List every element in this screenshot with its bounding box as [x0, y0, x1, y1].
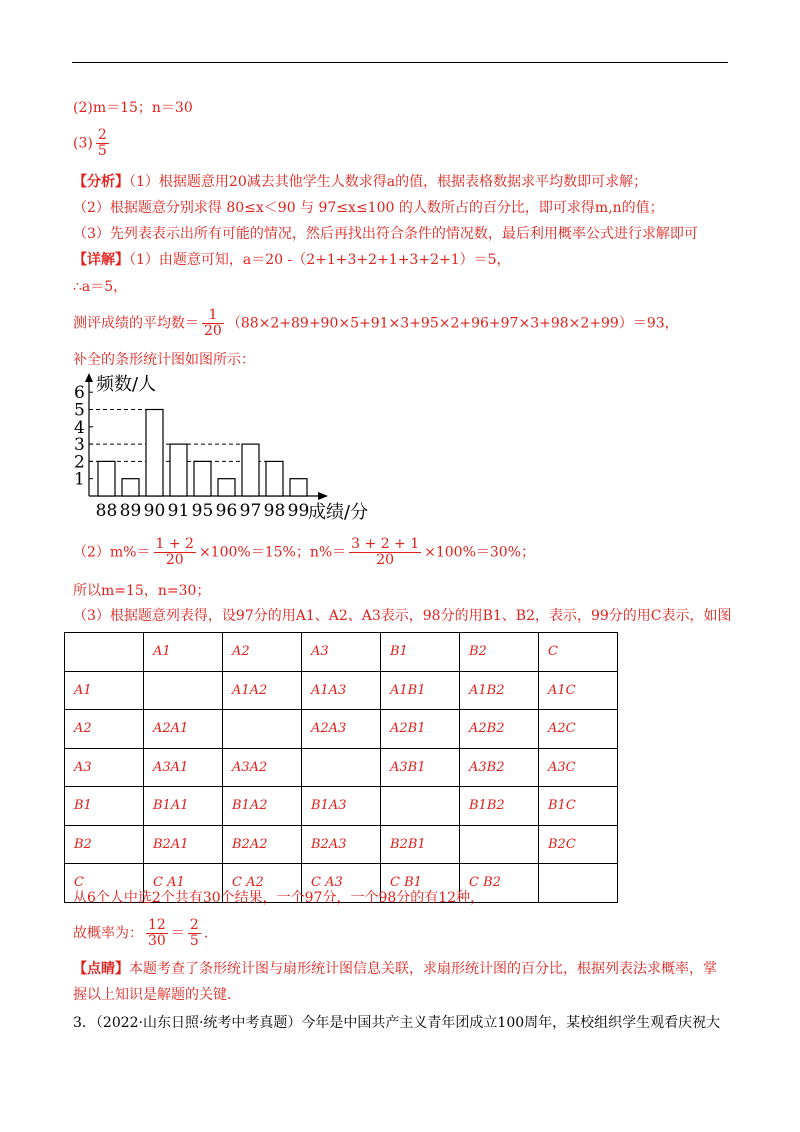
x-tick-label: 91: [167, 501, 190, 521]
table-cell: A2A3: [302, 710, 381, 749]
y-tick-label: 5: [74, 400, 85, 421]
bar: [266, 461, 283, 496]
table-cell: C A2: [223, 864, 302, 903]
table-cell: C: [539, 633, 618, 672]
x-axis-title: 成绩/分: [308, 502, 369, 523]
x-tick-label: 96: [215, 501, 238, 521]
table-cell: B1A3: [302, 787, 381, 826]
average-formula: 测评成绩的平均数＝ $\frac{1}{20}$ （88×2+89+90×5+91×3+95×2+96+97×3+98×2+99）＝93，: [73, 307, 679, 339]
bar: [290, 479, 307, 496]
outcome-table: [64, 632, 618, 903]
table-cell: A3B2: [460, 748, 539, 787]
table-cell: C A1: [144, 864, 223, 903]
table-cell: B2B1: [381, 825, 460, 864]
table-cell: A1A3: [302, 671, 381, 710]
table-cell: B2A3: [302, 825, 381, 864]
table-cell: A1: [144, 633, 223, 672]
table-cell: A1: [65, 671, 144, 710]
y-tick-label: 4: [74, 417, 85, 438]
table-cell: [302, 748, 381, 787]
q2-result: 所以m=15，n=30；: [73, 583, 211, 599]
answer-part-3: (3) $\frac{2}{5}$: [73, 127, 107, 159]
x-tick-label: 97: [239, 501, 262, 521]
table-cell: B1: [65, 787, 144, 826]
table-cell: A2B2: [460, 710, 539, 749]
table-cell: C B2: [460, 864, 539, 903]
table-cell: A2A1: [144, 710, 223, 749]
x-axis-arrow: [318, 492, 328, 500]
outcome-summary: 从6个人中选2个共有30个结果，一个97分，一个98分的有12种，: [73, 890, 485, 906]
table-cell: B2: [460, 633, 539, 672]
analysis-line-1: 【分析】（1）根据题意用20减去其他学生人数求得a的值，根据表格数据求平均数即可求解；: [73, 174, 648, 190]
x-tick-label: 98: [263, 501, 286, 521]
x-tick-label: 95: [191, 501, 214, 521]
table-row: [65, 748, 618, 787]
y-tick-label: 2: [74, 452, 85, 473]
q2-formula: （2）m%＝ $\frac{1 + 2}{20}$ ×100%＝15%；n%＝ $\frac{3 + 2 + 1}{20}$ ×100%＝30%；: [73, 536, 536, 568]
table-cell: B1C: [539, 787, 618, 826]
y-tick-label: 3: [74, 435, 85, 456]
x-tick-label: 88: [95, 501, 118, 521]
chart-intro: 补全的条形统计图如图所示：: [73, 352, 255, 368]
table-cell: [539, 864, 618, 903]
x-tick-label: 99: [287, 501, 310, 521]
x-tick-label: 90: [143, 501, 166, 521]
analysis-line-2: （2）根据题意分别求得 80≤x＜90 与 97≤x≤100 的人数所占的百分比，即可求得m,n的值；: [73, 200, 664, 216]
table-cell: [460, 825, 539, 864]
bar: [218, 479, 235, 496]
bar: [122, 479, 139, 496]
table-cell: A2: [65, 710, 144, 749]
x-tick-label: 89: [119, 501, 142, 521]
answer-part-2: (2)m＝15；n＝30: [73, 100, 193, 116]
table-cell: A1A2: [223, 671, 302, 710]
analysis-line-3: （3）先列表表示出所有可能的情况，然后再找出符合条件的情况数，最后利用概率公式进行求解即可: [73, 226, 698, 242]
header-rule: [72, 62, 728, 63]
frequency-bar-chart: [72, 372, 382, 524]
table-cell: A2C: [539, 710, 618, 749]
table-cell: A3B1: [381, 748, 460, 787]
y-tick-label: 1: [74, 469, 85, 490]
bar: [146, 410, 163, 497]
table-cell: A3: [302, 633, 381, 672]
table-cell: [65, 633, 144, 672]
table-cell: B2: [65, 825, 144, 864]
table-row: [65, 710, 618, 749]
table-cell: [223, 710, 302, 749]
table-cell: C A3: [302, 864, 381, 903]
next-question: 3．（2022·山东日照·统考中考真题）今年是中国共产主义青年团成立100周年，某校组织学生观看庆祝大: [73, 1015, 721, 1031]
table-cell: A2: [223, 633, 302, 672]
table-cell: A1C: [539, 671, 618, 710]
bar: [170, 444, 187, 496]
y-axis-title: 频数/人: [96, 374, 157, 395]
table-cell: A3C: [539, 748, 618, 787]
detail-line-1: 【详解】（1）由题意可知，a＝20 -（2+1+3+2+1+3+2+1）＝5，: [73, 252, 511, 268]
table-cell: C B1: [381, 864, 460, 903]
bar: [242, 444, 259, 496]
probability-result: 故概率为： $\frac{12}{30}$ ＝ $\frac{2}{5}$ .: [73, 917, 209, 949]
table-cell: C: [65, 864, 144, 903]
y-tick-label: 6: [74, 383, 85, 404]
detail-line-2: ∴a＝5，: [73, 279, 128, 295]
table-cell: B1A2: [223, 787, 302, 826]
table-cell: [144, 671, 223, 710]
table-cell: A1B2: [460, 671, 539, 710]
table-row: [65, 787, 618, 826]
bar: [98, 461, 115, 496]
table-cell: B1B2: [460, 787, 539, 826]
table-row: [65, 633, 618, 672]
y-axis-arrow: [85, 373, 93, 382]
comment-line-1: 【点睛】本题考查了条形统计图与扇形统计图信息关联，求扇形统计图的百分比，根据列表法求概率，掌: [73, 961, 717, 977]
table-cell: B2A1: [144, 825, 223, 864]
table-cell: A3A1: [144, 748, 223, 787]
table-cell: B1A1: [144, 787, 223, 826]
table-cell: [381, 787, 460, 826]
table-cell: A1B1: [381, 671, 460, 710]
q3-intro: （3）根据题意列表得，设97分的用A1、A2、A3表示，98分的用B1、B2，表示，99分的用C表示，如图: [73, 608, 732, 624]
table-row: [65, 825, 618, 864]
bar: [194, 461, 211, 496]
table-cell: A2B1: [381, 710, 460, 749]
table-cell: B1: [381, 633, 460, 672]
table-cell: A3: [65, 748, 144, 787]
table-cell: B2A2: [223, 825, 302, 864]
table-row: [65, 671, 618, 710]
comment-line-2: 握以上知识是解题的关键.: [73, 987, 232, 1003]
table-cell: B2C: [539, 825, 618, 864]
table-cell: A3A2: [223, 748, 302, 787]
